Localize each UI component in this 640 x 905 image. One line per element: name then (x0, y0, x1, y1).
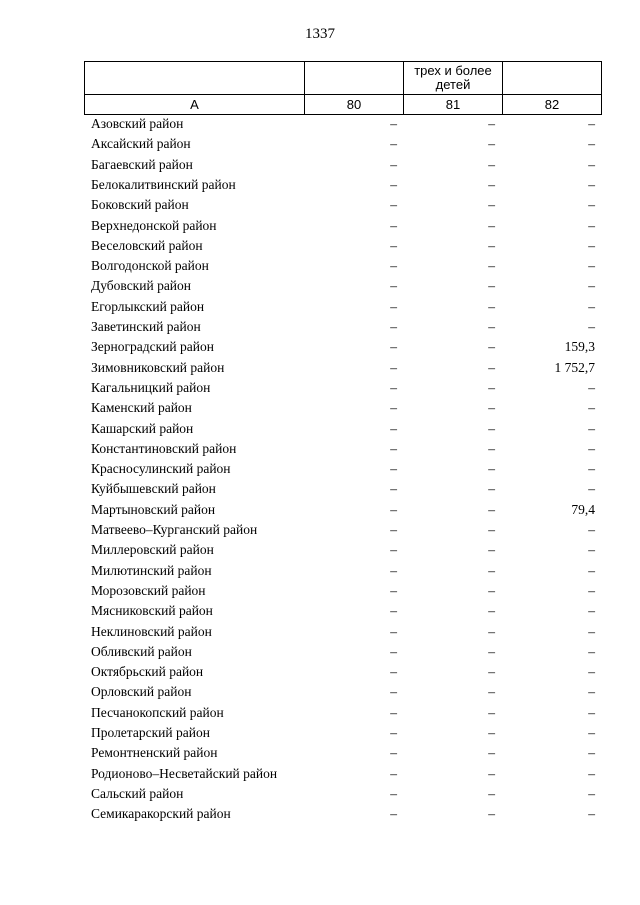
value-col-80: – (390, 197, 397, 213)
value-col-82: – (588, 379, 595, 395)
value-col-82: – (588, 785, 595, 801)
table-row (0, 683, 640, 703)
district-name: Сальский район (91, 785, 184, 801)
table-row (0, 440, 640, 460)
value-col-80: – (390, 562, 397, 578)
district-name: Кашарский район (91, 420, 194, 436)
value-col-81: – (488, 603, 495, 619)
district-name: Орловский район (91, 684, 192, 700)
district-name: Матвеево–Курганский район (91, 522, 258, 537)
table-row (0, 318, 640, 338)
header-cell-name (85, 62, 305, 95)
table-row (0, 257, 640, 277)
value-col-81: – (488, 664, 495, 680)
value-col-81: – (488, 258, 495, 274)
value-col-82: – (588, 745, 595, 761)
value-col-81: – (488, 237, 495, 253)
value-col-81: – (488, 217, 495, 233)
district-name: Каменский район (91, 400, 192, 416)
value-col-82: – (588, 623, 595, 639)
value-col-81: – (488, 136, 495, 152)
value-col-81: – (488, 623, 495, 639)
value-col-82: – (588, 643, 595, 659)
value-col-81: – (488, 319, 495, 334)
district-name: Верхнедонской район (91, 217, 217, 233)
table-row (0, 521, 640, 541)
value-col-80: – (390, 481, 397, 497)
district-name: Волгодонской район (91, 258, 209, 274)
district-name: Родионово–Несветайский район (91, 765, 278, 781)
value-col-80: – (390, 420, 397, 436)
value-col-81: – (488, 725, 495, 740)
district-name: Милютинский район (91, 562, 212, 578)
header-code-a: А (85, 95, 305, 115)
table-row (0, 724, 640, 744)
value-col-81: – (488, 542, 495, 558)
value-col-81: – (488, 156, 495, 172)
value-col-82: – (588, 806, 595, 822)
value-col-81: – (488, 522, 495, 537)
value-col-81: – (488, 359, 495, 375)
value-col-82: 159,3 (564, 339, 595, 355)
header-row-titles (85, 62, 602, 95)
district-name: Морозовский район (91, 582, 206, 598)
value-col-81: – (488, 176, 495, 192)
district-name: Константиновский район (91, 440, 237, 456)
header-cell-81: трех и более детей (404, 62, 503, 95)
district-name: Боковский район (91, 197, 189, 213)
value-col-80: – (390, 319, 397, 334)
district-name: Неклиновский район (91, 623, 212, 639)
value-col-82: – (588, 481, 595, 497)
value-col-81: – (488, 643, 495, 659)
value-col-81: – (488, 116, 495, 131)
value-col-80: – (390, 603, 397, 619)
district-name: Пролетарский район (91, 725, 210, 740)
table-row (0, 115, 640, 135)
value-col-81: – (488, 745, 495, 761)
table-row (0, 643, 640, 663)
header-cell-82 (503, 62, 602, 95)
header-code-82: 82 (503, 95, 602, 115)
value-col-81: – (488, 582, 495, 598)
value-col-81: – (488, 481, 495, 497)
value-col-82: 1 752,7 (554, 359, 595, 375)
table-row (0, 217, 640, 237)
value-col-82: – (588, 156, 595, 172)
value-col-82: – (588, 136, 595, 152)
value-col-82: – (588, 562, 595, 578)
table-row (0, 379, 640, 399)
value-col-81: – (488, 501, 495, 517)
table-row (0, 623, 640, 643)
header-cell-80 (305, 62, 404, 95)
value-col-81: – (488, 278, 495, 294)
value-col-82: – (588, 582, 595, 598)
value-col-82: – (588, 400, 595, 416)
district-name: Семикаракорский район (91, 806, 231, 822)
value-col-82: – (588, 542, 595, 558)
district-name: Зимовниковский район (91, 359, 225, 375)
value-col-82: – (588, 522, 595, 537)
value-col-80: – (390, 806, 397, 822)
value-col-82: – (588, 461, 595, 477)
value-col-80: – (390, 440, 397, 456)
table-row (0, 135, 640, 155)
value-col-80: – (390, 156, 397, 172)
district-name: Веселовский район (91, 237, 203, 253)
value-col-81: – (488, 704, 495, 720)
value-col-80: – (390, 379, 397, 395)
column-header-table (84, 61, 602, 115)
district-name: Ремонтненский район (91, 745, 218, 761)
value-col-82: – (588, 116, 595, 131)
table-row (0, 359, 640, 379)
table-row (0, 460, 640, 480)
value-col-80: – (390, 522, 397, 537)
table-row (0, 399, 640, 419)
table-row (0, 541, 640, 561)
district-name: Октябрьский район (91, 664, 204, 680)
value-col-80: – (390, 785, 397, 801)
value-col-80: – (390, 237, 397, 253)
district-name: Песчанокопский район (91, 704, 224, 720)
district-name: Мартыновский район (91, 501, 216, 517)
page-number: 1337 (305, 26, 335, 42)
table-row (0, 744, 640, 764)
district-name: Миллеровский район (91, 542, 214, 558)
value-col-82: – (588, 664, 595, 680)
value-col-82: – (588, 258, 595, 274)
value-col-80: – (390, 136, 397, 152)
district-name: Азовский район (91, 116, 184, 131)
value-col-80: – (390, 664, 397, 680)
district-name: Кагальницкий район (91, 379, 211, 395)
value-col-82: – (588, 440, 595, 456)
value-col-82: – (588, 319, 595, 334)
district-name: Куйбышевский район (91, 481, 216, 497)
district-name: Обливский район (91, 643, 192, 659)
value-col-82: – (588, 176, 595, 192)
district-name: Красносулинский район (91, 461, 231, 477)
value-col-82: – (588, 603, 595, 619)
table-row (0, 338, 640, 358)
value-col-80: – (390, 725, 397, 740)
table-row (0, 156, 640, 176)
value-col-82: – (588, 298, 595, 314)
value-col-80: – (390, 217, 397, 233)
value-col-80: – (390, 298, 397, 314)
value-col-80: – (390, 400, 397, 416)
table-row (0, 765, 640, 785)
value-col-81: – (488, 379, 495, 395)
value-col-80: – (390, 501, 397, 517)
district-name: Дубовский район (91, 278, 192, 294)
value-col-80: – (390, 116, 397, 131)
value-col-81: – (488, 298, 495, 314)
value-col-80: – (390, 176, 397, 192)
table-row (0, 237, 640, 257)
value-col-81: – (488, 440, 495, 456)
value-col-81: – (488, 461, 495, 477)
value-col-82: – (588, 684, 595, 700)
value-col-82: – (588, 278, 595, 294)
value-col-82: – (588, 765, 595, 781)
table-row (0, 420, 640, 440)
value-col-80: – (390, 765, 397, 781)
value-col-81: – (488, 197, 495, 213)
value-col-81: – (488, 400, 495, 416)
table-row (0, 602, 640, 622)
value-col-81: – (488, 562, 495, 578)
table-row (0, 196, 640, 216)
value-col-82: – (588, 704, 595, 720)
value-col-82: – (588, 197, 595, 213)
value-col-80: – (390, 623, 397, 639)
table-row (0, 704, 640, 724)
header-code-81: 81 (404, 95, 503, 115)
district-name: Зерноградский район (91, 339, 214, 355)
table-row (0, 562, 640, 582)
table-row (0, 582, 640, 602)
value-col-81: – (488, 339, 495, 355)
header-row-codes (85, 95, 602, 115)
district-name: Заветинский район (91, 319, 201, 334)
value-col-80: – (390, 461, 397, 477)
value-col-80: – (390, 278, 397, 294)
table-row (0, 277, 640, 297)
table-row (0, 480, 640, 500)
value-col-82: – (588, 420, 595, 436)
value-col-80: – (390, 582, 397, 598)
table-row (0, 176, 640, 196)
value-col-80: – (390, 684, 397, 700)
value-col-80: – (390, 745, 397, 761)
value-col-81: – (488, 420, 495, 436)
value-col-80: – (390, 643, 397, 659)
district-name: Багаевский район (91, 156, 193, 172)
value-col-82: – (588, 217, 595, 233)
value-col-82: – (588, 237, 595, 253)
header-code-80: 80 (305, 95, 404, 115)
value-col-82: – (588, 725, 595, 740)
district-name: Белокалитвинский район (91, 176, 236, 192)
value-col-80: – (390, 339, 397, 355)
value-col-80: – (390, 359, 397, 375)
value-col-80: – (390, 542, 397, 558)
value-col-81: – (488, 765, 495, 781)
table-row (0, 501, 640, 521)
district-name: Аксайский район (91, 136, 191, 152)
value-col-80: – (390, 258, 397, 274)
value-col-81: – (488, 684, 495, 700)
table-row (0, 298, 640, 318)
district-name: Егорлыкский район (91, 298, 205, 314)
value-col-80: – (390, 704, 397, 720)
value-col-81: – (488, 806, 495, 822)
table-row (0, 663, 640, 683)
district-name: Мясниковский район (91, 603, 213, 619)
value-col-82: 79,4 (571, 501, 595, 517)
table-row (0, 805, 640, 825)
value-col-81: – (488, 785, 495, 801)
table-row (0, 785, 640, 805)
